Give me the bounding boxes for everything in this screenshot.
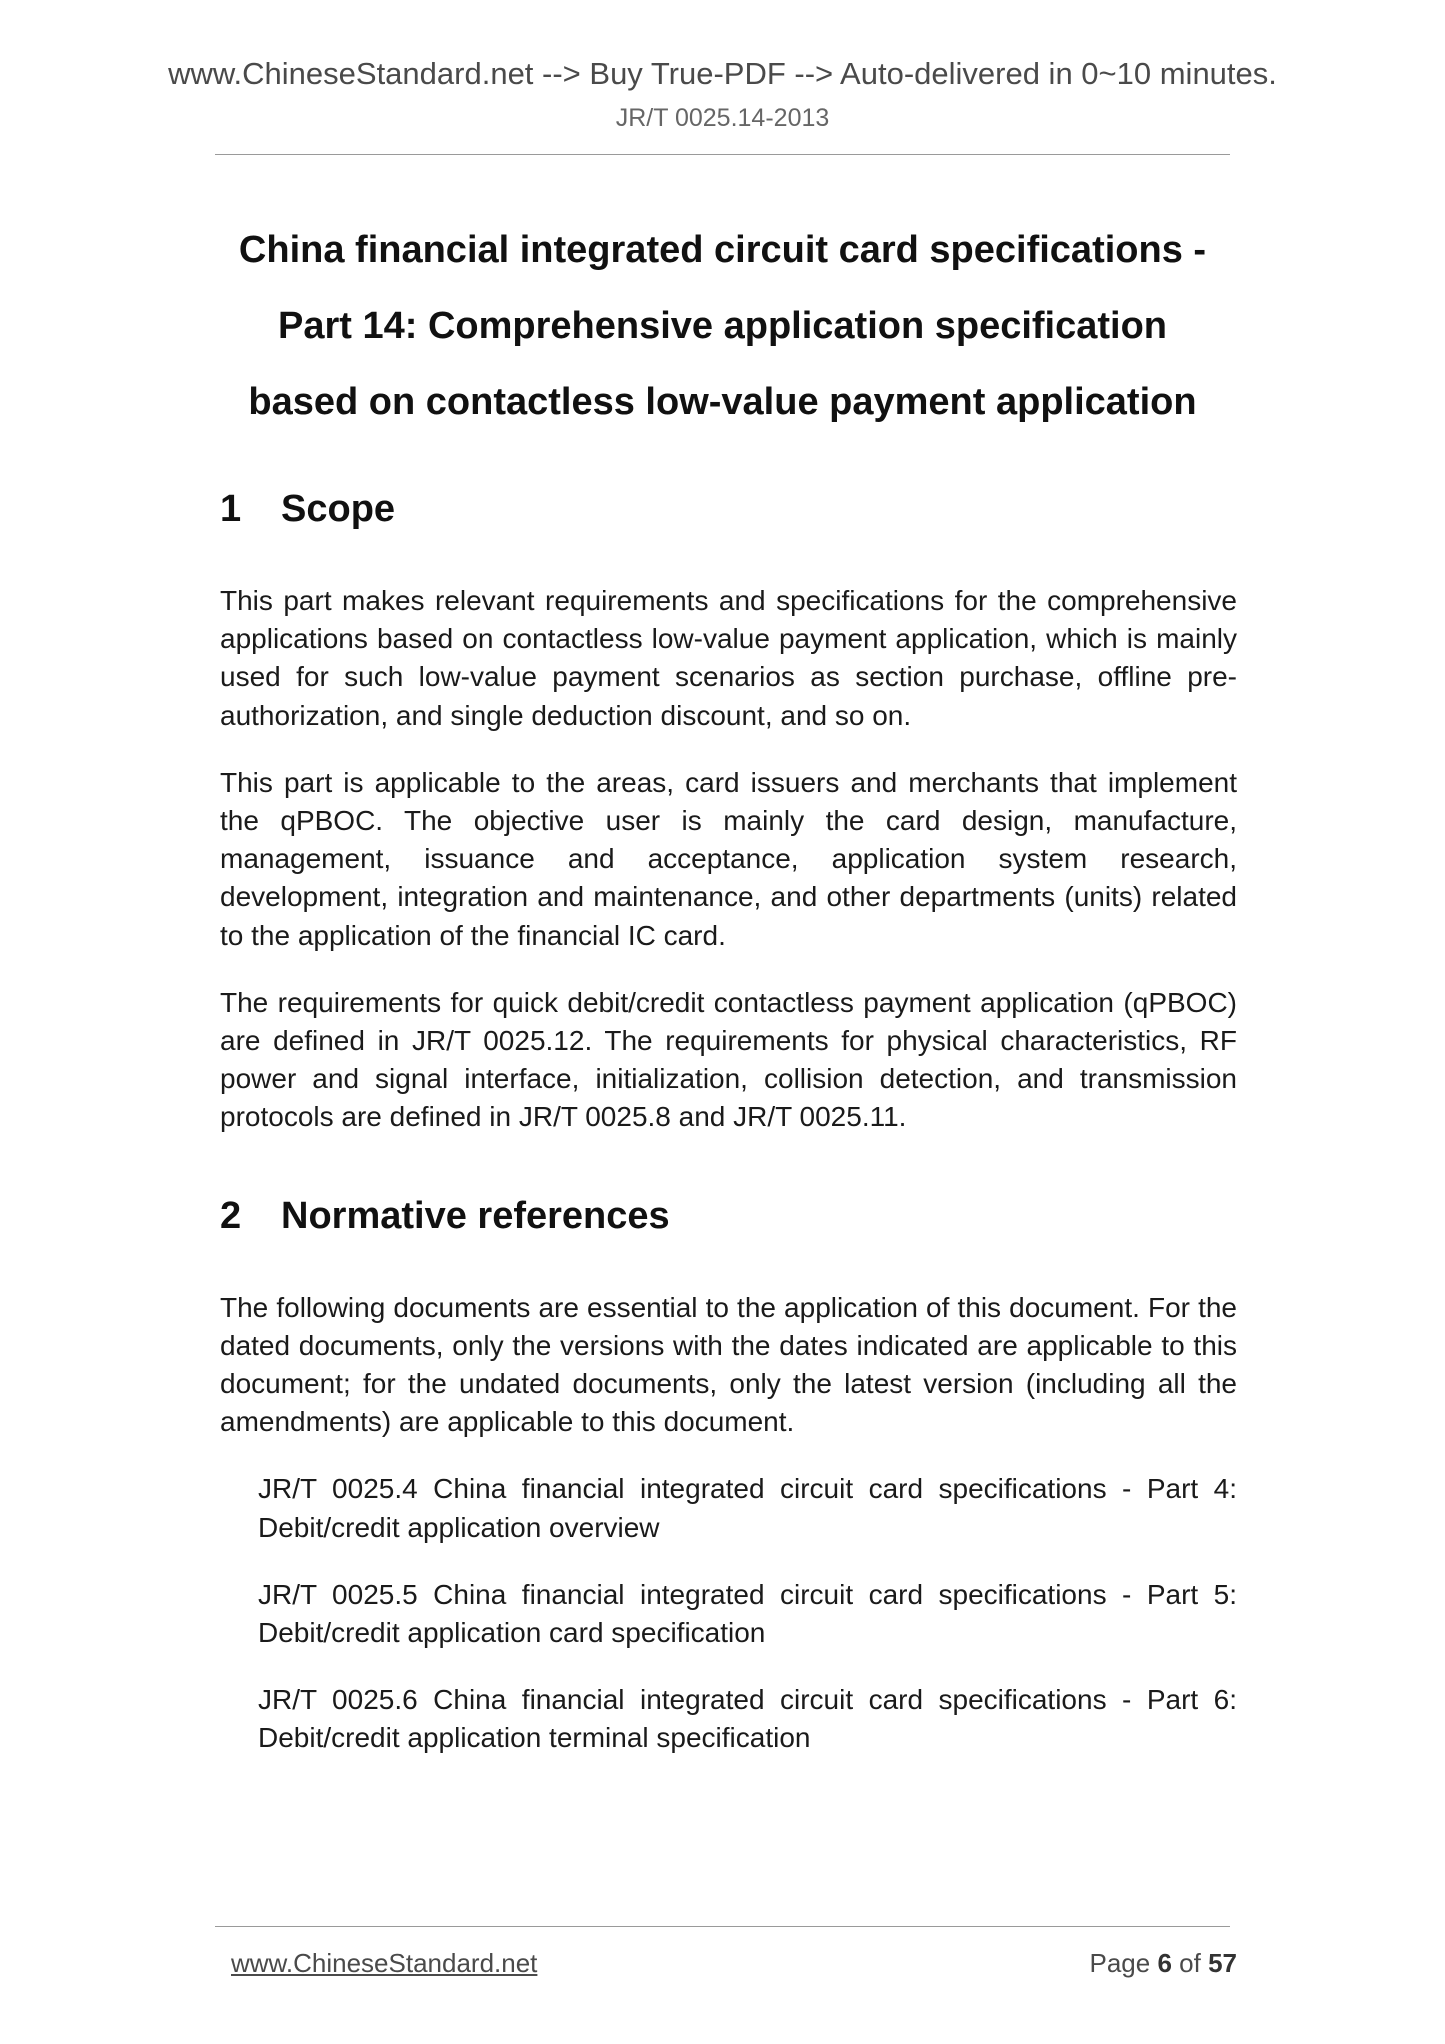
reference-item: JR/T 0025.6 China financial integrated circuit card specifications - Part 6: Debit/credit application terminal specification bbox=[258, 1684, 1237, 1754]
section-number: 2 bbox=[220, 1194, 242, 1237]
title-line-1: China financial integrated circuit card specifications - bbox=[238, 229, 1207, 271]
page-current: 6 bbox=[1157, 1948, 1172, 1978]
document-body bbox=[220, 478, 1237, 1787]
header-document-id: JR/T 0025.14-2013 bbox=[615, 104, 830, 132]
section-title: Normative references bbox=[281, 1194, 670, 1237]
page-prefix: Page bbox=[1089, 1948, 1151, 1978]
paragraph: The requirements for quick debit/credit contactless payment application (qPBOC) are defined in JR/T 0025.12. The requirements for physical characteristics, RF power and signal interface, initialization, collision detection, and transmission protocols are defined in JR/T 0025.8 and JR/T 0025.11. bbox=[220, 986, 1237, 1133]
document-title bbox=[160, 212, 1285, 440]
section-title: Scope bbox=[281, 488, 396, 530]
title-line-3: based on contactless low-value payment application bbox=[248, 381, 1197, 423]
footer-website-link[interactable]: www.ChineseStandard.net bbox=[231, 1948, 538, 1978]
section-heading-scope bbox=[220, 478, 1237, 540]
reference-item: JR/T 0025.4 China financial integrated circuit card specifications - Part 4: Debit/credit application overview bbox=[258, 1473, 1237, 1543]
section-scope bbox=[220, 478, 1237, 1137]
page-of: of bbox=[1179, 1948, 1201, 1978]
reference-item: JR/T 0025.5 China financial integrated circuit card specifications - Part 5: Debit/credit application card specification bbox=[258, 1578, 1237, 1649]
section-normative-references bbox=[220, 1185, 1237, 1758]
title-line-2: Part 14: Comprehensive application specification bbox=[277, 305, 1168, 347]
section-heading-normative-references bbox=[220, 1185, 1237, 1247]
page-total: 57 bbox=[1208, 1948, 1237, 1978]
header-banner: www.ChineseStandard.net --> Buy True-PDF --> Auto-delivered in 0~10 minutes. bbox=[168, 56, 1277, 91]
paragraph: This part is applicable to the areas, card issuers and merchants that implement the qPBOC. The objective user is mainly the card design, manufacture, management, issuance and acceptance, application system research, development, integration and maintenance, and other departments (units) related to the application of the financial IC card. bbox=[220, 766, 1237, 951]
page-number bbox=[1089, 1948, 1237, 1979]
paragraph: The following documents are essential to the application of this document. For the dated documents, only the versions with the dates indicated are applicable to this document; for the undated documents, only the latest version (including all the amendments) are applicable to this document. bbox=[220, 1291, 1237, 1438]
paragraph: This part makes relevant requirements and specifications for the comprehensive applications based on contactless low-value payment application, which is mainly used for such low-value payment scenarios as section purchase, offline pre-authorization, and single deduction discount, and so on. bbox=[220, 585, 1237, 731]
section-number: 1 bbox=[220, 488, 242, 530]
footer-divider bbox=[215, 1926, 1230, 1927]
header-divider bbox=[215, 154, 1230, 155]
